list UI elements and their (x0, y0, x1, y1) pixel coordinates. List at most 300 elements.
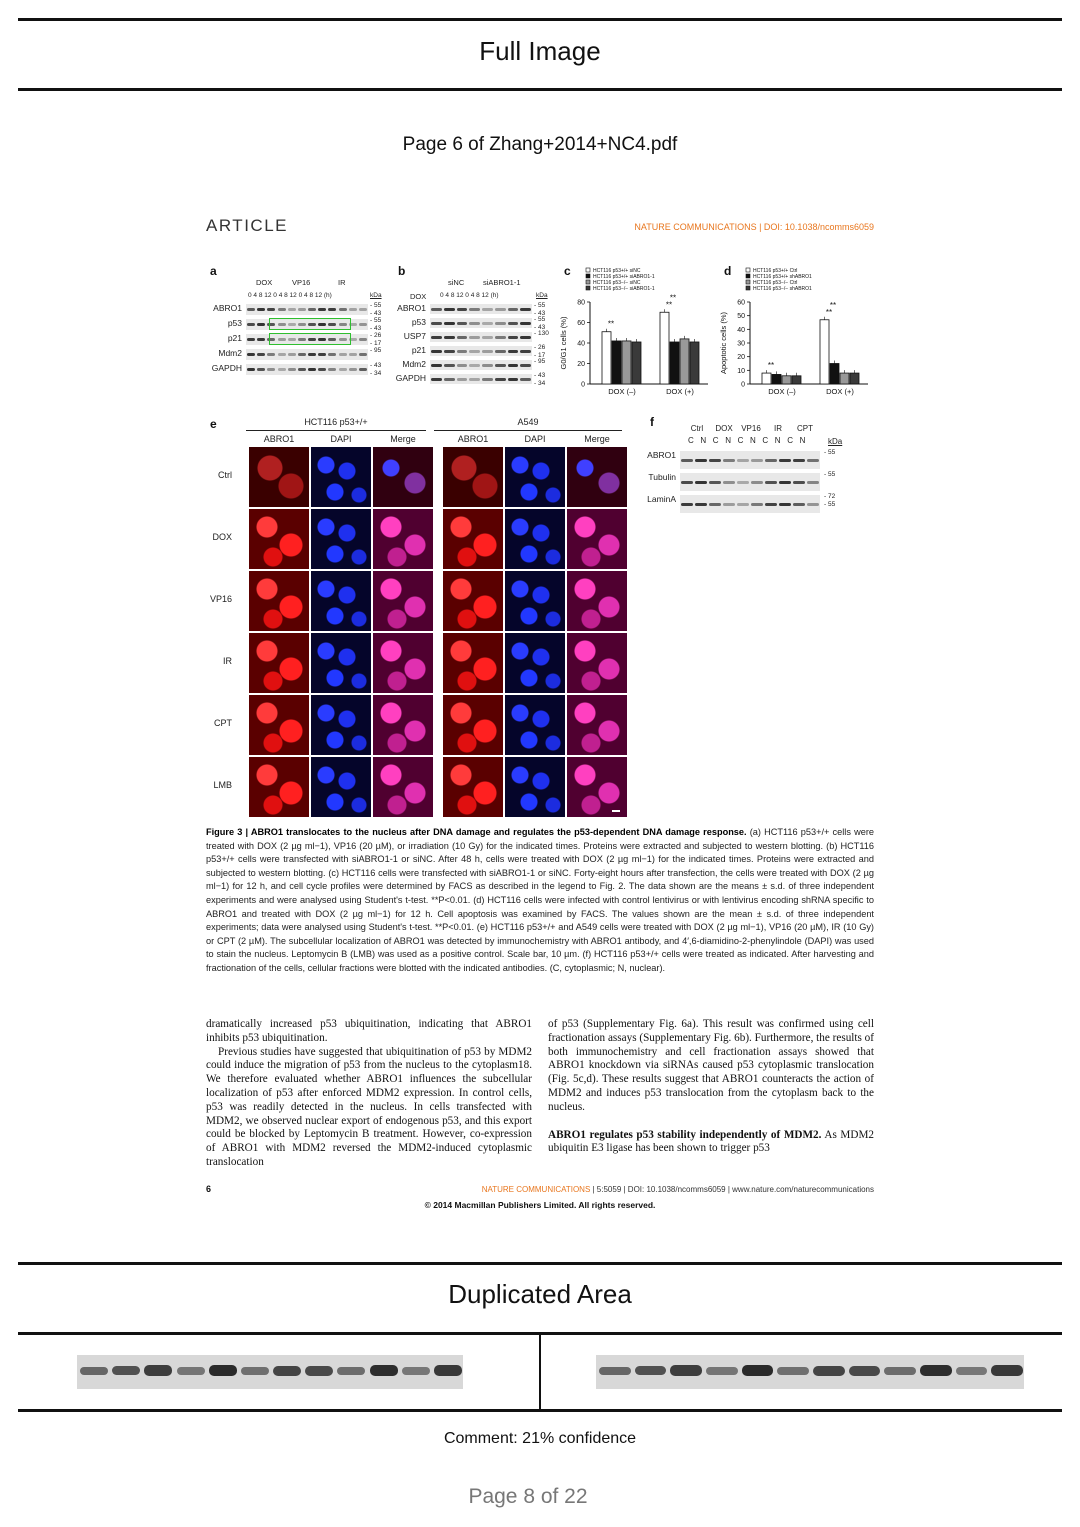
panel-e-group-1: HCT116 p53+/+ (304, 417, 368, 427)
panel-f-band (709, 503, 721, 506)
dup-band (80, 1367, 108, 1376)
legend-label: HCT116 p53+/+ siABRO1-1 (593, 274, 655, 280)
x-tick-label: DOX (–) (608, 387, 636, 396)
micrograph-ctrl-abro1 (248, 446, 310, 508)
dup-band (305, 1366, 333, 1376)
panel-f-band (807, 481, 819, 484)
panel-b-label-0: ABRO1 (397, 303, 426, 313)
panel-a-band (359, 308, 367, 311)
micrograph-ctrl-merge (372, 446, 434, 508)
panel-a-band (349, 353, 357, 356)
significance-label: ** (767, 361, 775, 371)
x-tick-label: DOX (+) (826, 387, 854, 396)
panel-b-group-1: siNC (448, 278, 465, 287)
dup-band (209, 1365, 237, 1376)
legend-label: HCT116 p53+/+ siNC (593, 268, 641, 274)
panel-f-treatment-2: VP16 (741, 424, 761, 433)
panel-f-label-1: Tubulin (648, 472, 676, 482)
dup-band (920, 1365, 952, 1376)
caption-body: (a) HCT116 p53+/+ cells were treated with DOX (2 µg ml−1), VP16 (20 µM), or irradiation (10 Gy) for the indicated times. Proteins were extracted and subjected to western blotting. (b) HCT116 p53+/+ cells were transfected with siABRO1-1 or siNC. After 48 h, cells were treated with DOX (2 µg ml−1) for the indicated times. Proteins were extracted and subjected to western blotting. (c) HCT116 cells were transfected with siABRO1-1 or siNC. Forty-eight hours after transfection, the cells were treated with DOX (2 µg ml−1) for 12 h, and cell cycle profiles were determined by FACS as described in the legend to Fig. 2. The data shown are the means ± s.d. of three independent experiments and were analysed using Student's t-test. **P<0.01. (d) HCT116 cells were infected with control lentivirus or with lentivirus encoding shRNA specific to ABRO1 and treated with DOX (2 µg ml−1) for 12 h. Cell apoptosis was examined by FACS. The values shown are the mean ± s.d. of three independent experiments; data were analysed using Student's t-test. **P<0.01. (e) HCT116 p53+/+ and A549 cells were treated with DOX (2 µg ml−1), VP16 (20 µM), IR (10 Gy) or CPT (2 µM). The subcellular localization of ABRO1 was detected by immunochemistry with ABRO1 antibody, and 4′,6-diamidino-2-phenylindole (DAPI) was used to stain the nucleus. Leptomycin B (LMB) was used as a positive control. Scale bar, 10 µm. (f) HCT116 p53+/+ cells were treated as indicated. After harvesting and fractionation of the cells, cellular fractions were blotted with the indicated antibodies. (C, cytoplasmic; N, nuclear). (206, 827, 874, 973)
panel-d-letter: d (724, 264, 732, 278)
panel-e-col-1: DAPI (330, 434, 352, 444)
legend-swatch (586, 274, 590, 278)
panel-b-band (482, 350, 493, 353)
bar (820, 320, 829, 384)
dup-band (884, 1367, 916, 1375)
micrograph-ir-abro1 (442, 632, 504, 694)
panel-a-kda-3: - 95 (370, 347, 382, 354)
panel-b-band (469, 364, 480, 367)
dup-band (144, 1365, 172, 1375)
bar (772, 374, 781, 384)
panel-e-row-1: DOX (212, 532, 232, 542)
panel-a-group-2: VP16 (292, 278, 311, 287)
y-tick-label: 40 (577, 340, 585, 348)
panel-b-band (431, 378, 442, 381)
panel-f-fractions: C N C N C N C N C N (688, 436, 808, 445)
panel-a-band (298, 308, 306, 311)
bar (670, 342, 679, 384)
panel-b-band (469, 336, 480, 339)
panel-b-band (495, 308, 506, 311)
panel-e-row-2: VP16 (209, 594, 232, 604)
panel-f-band (723, 503, 735, 506)
micrograph-ir-merge (372, 632, 434, 694)
bar (622, 341, 631, 384)
dup-top-rule (18, 1262, 1062, 1265)
micrograph-vp16-abro1 (248, 570, 310, 632)
panel-f-treatment-1: DOX (715, 424, 733, 433)
panel-a-band (339, 308, 347, 311)
panel-a-band (308, 368, 316, 371)
duplicated-crop-left (77, 1355, 463, 1389)
panel-f-band (695, 503, 707, 506)
panel-f-band (793, 503, 805, 506)
panel-b-label-4: Mdm2 (402, 359, 426, 369)
panel-f-band (793, 459, 805, 462)
dup-band (956, 1367, 988, 1375)
panel-f-band (723, 459, 735, 462)
dup-band (777, 1367, 809, 1375)
panel-b-blot-1 (430, 318, 532, 328)
duplicated-crop-right (596, 1355, 1024, 1389)
micrograph-ctrl-dapi (504, 446, 566, 508)
bar (612, 341, 621, 384)
legend-swatch (746, 268, 750, 272)
y-tick-label: 0 (741, 381, 745, 389)
panel-a-band (328, 353, 336, 356)
panel-a-band (359, 353, 367, 356)
dup-band (849, 1366, 881, 1376)
copyright: © 2014 Macmillan Publishers Limited. All rights reserved. (424, 1200, 656, 1210)
bar (602, 332, 611, 384)
panel-a-band (257, 353, 265, 356)
panel-b-band (508, 378, 519, 381)
legend-swatch (586, 280, 590, 284)
micrograph-lmb-abro1 (248, 756, 310, 818)
dup-bottom-rule (18, 1409, 1062, 1412)
panel-f-band (807, 503, 819, 506)
micrograph-cpt-abro1 (248, 694, 310, 756)
y-axis-label: G0/G1 cells (%) (559, 316, 568, 370)
panel-a-label-3: Mdm2 (218, 348, 242, 358)
panel-f-kda-0: - 55 (824, 449, 836, 456)
panel-f-band (751, 459, 763, 462)
panel-a-band (247, 323, 255, 326)
body-right-column (548, 1018, 874, 1156)
panel-a-band (257, 308, 265, 311)
panel-a-kda-2: - 26 - 17 (370, 332, 382, 347)
micrograph-ir-merge (566, 632, 628, 694)
panel-b-band (520, 364, 531, 367)
panel-e-letter: e (210, 417, 217, 431)
panel-c-letter: c (564, 264, 571, 278)
panel-f-band (709, 481, 721, 484)
panel-f-band (709, 459, 721, 462)
bar (762, 373, 771, 384)
panel-a-label-1: p53 (227, 318, 242, 328)
paper-page (206, 214, 874, 1214)
panel-a-band (298, 368, 306, 371)
panel-b-band (444, 378, 455, 381)
journal-header: NATURE COMMUNICATIONS | DOI: 10.1038/ncomms6059 (634, 222, 874, 232)
panel-a-band (359, 368, 367, 371)
panel-b-label-5: GAPDH (395, 373, 426, 383)
panel-a-band (298, 353, 306, 356)
p21-highlight (269, 333, 351, 345)
panel-b-blot-3 (430, 346, 532, 356)
panel-b-band (469, 322, 480, 325)
panel-e-row-3: IR (223, 656, 232, 666)
panel-f-band (751, 481, 763, 484)
scale-bar (612, 810, 620, 812)
body-left-p2: Previous studies have suggested that ubiquitination of p53 by MDM2 could induce the migration of p53 from the nucleus to the cytoplasm18. We therefore evaluated whether ABRO1 influences the subcellular localization of p53 after enforced MDM2 expression. In control cells, p53 was readily detected in the nucleus. In cells transfected with MDM2, we observed nuclear export of endogenous p53, and this export could be blocked by Leptomycin B treatment. However, co-expression of ABRO1 with MDM2 reversed the MDM2-induced cytoplasmic translocation (206, 1045, 532, 1168)
micrograph-ir-abro1 (248, 632, 310, 694)
panel-a-kda-0: - 55 - 43 (370, 302, 382, 317)
y-tick-label: 80 (577, 299, 585, 307)
panel-f-band (681, 459, 693, 462)
micrograph-cpt-abro1 (442, 694, 504, 756)
panel-b-band (495, 322, 506, 325)
dup-band (706, 1367, 738, 1375)
panel-f-band (737, 481, 749, 484)
panel-b-kda-4: - 95 (534, 358, 546, 365)
panel-b-band (508, 336, 519, 339)
panel-a-band (308, 308, 316, 311)
panel-e-row-5: LMB (213, 780, 232, 790)
micrograph-dox-merge (372, 508, 434, 570)
body-right-p1: of p53 (Supplementary Fig. 6a). This result was confirmed using cell fractionation assays (Supplementary Fig. 6b). Furthermore, the results of both immunochemistry and cell fractionation assays showed that ABRO1 knockdown via siRNAs caused p53 cytoplasmic translocation (Fig. 5c,d). These results suggest that ABRO1 counteracts the action of MDM2 and induces p53 translocation from the cytoplasm back to the nucleus. (548, 1018, 874, 1113)
dup-divider (539, 1335, 541, 1409)
panel-b-band (508, 308, 519, 311)
bar (830, 364, 839, 385)
micrograph-ir-dapi (310, 632, 372, 694)
y-tick-label: 50 (737, 313, 745, 321)
panel-b-band (520, 322, 531, 325)
y-tick-label: 60 (577, 320, 585, 327)
significance-label: ** (825, 307, 833, 317)
micrograph-dox-merge (566, 508, 628, 570)
panel-a-band (278, 368, 286, 371)
micrograph-lmb-merge (372, 756, 434, 818)
panel-f-letter: f (650, 415, 654, 429)
panel-a-label-2: p21 (227, 333, 242, 343)
panel-e-col-4: DAPI (524, 434, 546, 444)
panel-f-band (751, 503, 763, 506)
panel-a-group-3: IR (338, 278, 346, 287)
legend-label: HCT116 p53+/+ Ctrl (753, 268, 798, 274)
panel-a-kda-4: - 43 - 34 (370, 362, 382, 377)
dup-band (635, 1366, 667, 1376)
micrograph-vp16-abro1 (442, 570, 504, 632)
paper-footer (482, 1185, 874, 1194)
figure-caption (206, 826, 874, 976)
significance-label: ** (607, 319, 615, 329)
panel-a-band (267, 353, 275, 356)
y-tick-label: 20 (737, 354, 745, 362)
panel-f-band (765, 459, 777, 462)
panel-e-col-0: ABRO1 (263, 434, 295, 444)
article-label: ARTICLE (206, 216, 288, 235)
panel-b-band (495, 364, 506, 367)
panel-b-band (482, 378, 493, 381)
micrograph-dox-abro1 (248, 508, 310, 570)
panel-b-band (469, 308, 480, 311)
section-heading: ABRO1 regulates p53 stability independently of MDM2. (548, 1128, 822, 1141)
full-image-title: Full Image (479, 36, 601, 66)
bar (792, 376, 801, 384)
panel-f-treatment-3: IR (774, 424, 782, 433)
bar (690, 342, 699, 384)
micrograph-cpt-merge (372, 694, 434, 756)
bar (840, 373, 849, 384)
footer-details: | 5:5059 | DOI: 10.1038/ncomms6059 | www.nature.com/naturecommunications (590, 1185, 874, 1194)
dup-band (337, 1367, 365, 1375)
panel-e-row-4: CPT (214, 718, 232, 728)
panel-f-band (737, 459, 749, 462)
panel-f-treatment-0: Ctrl (690, 424, 704, 433)
panel-b-band (508, 322, 519, 325)
micrograph-ctrl-merge (566, 446, 628, 508)
panel-b-label-1: p53 (411, 317, 426, 327)
legend-swatch (586, 286, 590, 290)
panel-f-kda-1: - 55 (824, 471, 836, 478)
legend-swatch (746, 286, 750, 290)
panel-b-blot-0 (430, 304, 532, 314)
panel-e-col-2: Merge (390, 434, 416, 444)
dup-band (370, 1365, 398, 1376)
duplicated-area-title: Duplicated Area (448, 1279, 632, 1309)
panel-b-kda-3: - 26 - 17 (534, 344, 546, 359)
panel-f-band (723, 481, 735, 484)
panel-f-band (681, 503, 693, 506)
panel-b-kda-1: - 55 - 43 (534, 316, 546, 331)
micrograph-lmb-merge (566, 756, 628, 818)
panel-b-band (457, 308, 468, 311)
panel-a-band (349, 368, 357, 371)
panel-a-label-4: GAPDH (211, 363, 242, 373)
panel-b-band (508, 350, 519, 353)
panel-b-band (444, 322, 455, 325)
significance-label: ** (665, 300, 673, 310)
panel-b-band (520, 378, 531, 381)
micrograph-ir-dapi (504, 632, 566, 694)
dup-band (742, 1365, 774, 1376)
panel-b-label-3: p21 (411, 345, 426, 355)
panel-a-band (278, 308, 286, 311)
legend-label: HCT116 p53−/− siABRO1-1 (593, 286, 655, 292)
panel-b-blot-2 (430, 332, 532, 342)
panel-b-band (431, 350, 442, 353)
dup-band (273, 1366, 301, 1376)
bar (680, 339, 689, 384)
micrograph-dox-abro1 (442, 508, 504, 570)
panel-f-blot-2 (680, 495, 820, 513)
x-tick-label: DOX (+) (666, 387, 694, 396)
micrograph-vp16-merge (566, 570, 628, 632)
micrograph-cpt-merge (566, 694, 628, 756)
legend-label: HCT116 p53−/− shABRO1 (753, 286, 812, 292)
panel-e-col-3: ABRO1 (457, 434, 489, 444)
bar (632, 342, 641, 384)
panel-b-band (431, 364, 442, 367)
y-tick-label: 0 (581, 381, 585, 389)
comment: Comment: 21% confidence (443, 1430, 637, 1447)
dup-band (991, 1365, 1023, 1375)
x-tick-label: DOX (–) (768, 387, 796, 396)
significance-label: ** (669, 293, 677, 303)
panel-a-band (339, 368, 347, 371)
panel-e-row-0: Ctrl (218, 470, 232, 480)
panel-a-blot-0 (246, 304, 368, 315)
panel-b-letter: b (398, 264, 406, 278)
panel-b-dox: DOX (410, 292, 427, 301)
panel-a-kda-1: - 55 - 43 (370, 317, 382, 332)
y-tick-label: 10 (737, 367, 745, 375)
panel-f-label-0: ABRO1 (647, 450, 676, 460)
p53-highlight (269, 318, 351, 330)
micrograph-vp16-dapi (504, 570, 566, 632)
panel-b-band (457, 336, 468, 339)
panel-f-band (695, 459, 707, 462)
panel-a-band (359, 338, 367, 341)
panel-a-band (318, 308, 326, 311)
group-2-rule (434, 430, 622, 431)
panel-e-group-2: A549 (517, 417, 539, 427)
panel-f-band (765, 481, 777, 484)
panel-a-band (257, 338, 265, 341)
panel-b-kda-5: - 43 - 34 (534, 372, 546, 387)
legend-swatch (746, 274, 750, 278)
panel-f-band (779, 481, 791, 484)
dup-band (599, 1367, 631, 1376)
panel-a-kda: kDa (370, 292, 382, 299)
panel-b-label-2: USP7 (403, 331, 426, 341)
micrograph-lmb-dapi (504, 756, 566, 818)
panel-a-band (288, 353, 296, 356)
micrograph-cpt-dapi (310, 694, 372, 756)
page-number: Page 8 of 22 (468, 1485, 588, 1508)
panel-b-band (431, 308, 442, 311)
caption-title: Figure 3 | ABRO1 translocates to the nucleus after DNA damage and regulates the p53-dependent DNA damage response. (206, 827, 747, 837)
legend-swatch (586, 268, 590, 272)
panel-a-blot-4 (246, 364, 368, 375)
panel-a-band (308, 353, 316, 356)
panel-b-band (520, 350, 531, 353)
panel-b-band (457, 322, 468, 325)
y-tick-label: 20 (577, 361, 585, 368)
legend-swatch (746, 280, 750, 284)
bar (850, 373, 859, 384)
panel-f-label-2: LaminA (647, 494, 676, 504)
dup-band (402, 1367, 430, 1375)
panel-b-band (444, 336, 455, 339)
top-rule (18, 18, 1062, 21)
panel-a-band (267, 308, 275, 311)
panel-b-band (457, 378, 468, 381)
panel-a-band (318, 353, 326, 356)
panel-f-blot-0 (680, 451, 820, 469)
panel-a-times: 0 4 8 12 0 4 8 12 0 4 8 12 (h) (248, 292, 332, 299)
panel-a-band (359, 323, 367, 326)
panel-b-band (457, 350, 468, 353)
group-1-rule (246, 430, 426, 431)
panel-b-band (520, 308, 531, 311)
micrograph-cpt-dapi (504, 694, 566, 756)
dup-band (241, 1367, 269, 1375)
panel-b-kda: kDa (536, 292, 548, 299)
panel-a-band (257, 323, 265, 326)
panel-b-band (508, 364, 519, 367)
dup-band (112, 1366, 140, 1376)
panel-c-chart (556, 264, 716, 404)
panel-f-band (793, 481, 805, 484)
panel-f-band (695, 481, 707, 484)
panel-a-band (328, 308, 336, 311)
panel-a-band (328, 368, 336, 371)
body-left-column (206, 1018, 532, 1170)
micrograph-dox-dapi (504, 508, 566, 570)
panel-b-band (444, 308, 455, 311)
panel-f-band (807, 459, 819, 462)
panel-b-band (431, 322, 442, 325)
micrograph-ctrl-abro1 (442, 446, 504, 508)
panel-b-band (457, 364, 468, 367)
micrograph-lmb-abro1 (442, 756, 504, 818)
panel-a-band (349, 308, 357, 311)
body-right-p2: As MDM2 ubiquitin E3 ligase has been shown to trigger p53 (548, 1128, 874, 1155)
panel-b-band (482, 322, 493, 325)
micrograph-dox-dapi (310, 508, 372, 570)
panel-b-band (520, 336, 531, 339)
panel-f-band (779, 459, 791, 462)
header-rule (18, 88, 1062, 91)
panel-d-chart (716, 264, 876, 404)
panel-a-group-1: DOX (256, 278, 273, 287)
panel-b-blot-4 (430, 360, 532, 370)
panel-a-band (247, 368, 255, 371)
panel-b-band (431, 336, 442, 339)
panel-b-band (495, 350, 506, 353)
micrograph-lmb-dapi (310, 756, 372, 818)
panel-f-treatment-4: CPT (797, 424, 813, 433)
body-left-p1: dramatically increased p53 ubiquitination, indicating that ABRO1 inhibits p53 ubiquitination. (206, 1018, 532, 1044)
dup-band (813, 1366, 845, 1376)
panel-b-band (444, 364, 455, 367)
y-tick-label: 30 (737, 340, 745, 348)
bar (660, 312, 669, 384)
significance-label: ** (829, 300, 837, 310)
